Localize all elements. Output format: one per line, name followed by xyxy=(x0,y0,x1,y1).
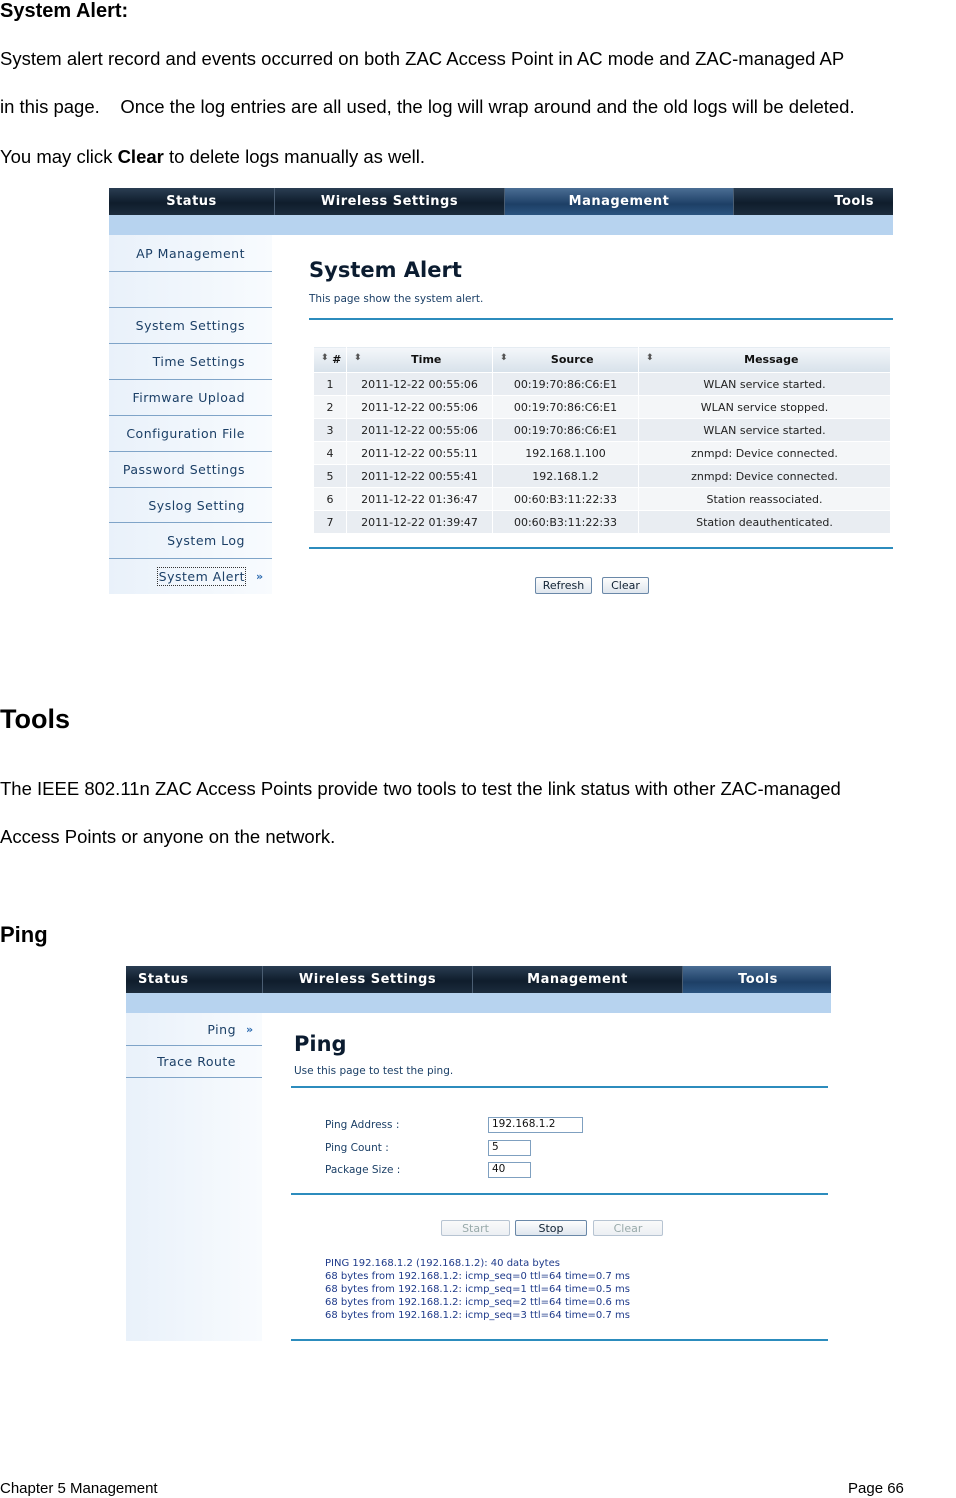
table-row xyxy=(314,396,891,419)
table-row xyxy=(314,419,891,442)
system-alert-screenshot xyxy=(109,188,893,594)
sidebar-item-label: Syslog Setting xyxy=(148,497,245,513)
table-row xyxy=(314,465,891,488)
nav-tab-management[interactable]: Management xyxy=(505,188,734,215)
page-description: This page show the system alert. xyxy=(309,293,484,305)
cell-source: 00:19:70:86:C6:E1 xyxy=(493,396,639,419)
output-line: 68 bytes from 192.168.1.2: icmp_seq=1 ttl=64 time=0.5 ms xyxy=(325,1284,630,1295)
cell-time: 2011-12-22 00:55:06 xyxy=(347,396,493,419)
sidebar-item-system-log[interactable] xyxy=(109,523,272,559)
ping-address-input[interactable]: 192.168.1.2 xyxy=(488,1117,583,1133)
sidebar-item-trace-route[interactable] xyxy=(126,1046,262,1078)
cell-time: 2011-12-22 00:55:06 xyxy=(347,373,493,396)
sidebar-item-password-settings[interactable] xyxy=(109,452,272,488)
ping-count-input[interactable]: 5 xyxy=(488,1140,531,1156)
system-alert-paragraph-line-1: System alert record and events occurred on both ZAC Access Point in AC mode and ZAC-managed AP xyxy=(0,48,845,69)
divider xyxy=(309,547,893,549)
sidebar-item-ping[interactable] xyxy=(126,1013,262,1046)
sidebar-item-configuration-file[interactable] xyxy=(109,416,272,452)
cell-time: 2011-12-22 01:39:47 xyxy=(347,511,493,534)
sidebar-item-label: AP Management xyxy=(136,245,245,261)
cell-source: 00:19:70:86:C6:E1 xyxy=(493,419,639,442)
sort-icon: ⬍ xyxy=(354,353,362,363)
table-row xyxy=(314,511,891,534)
package-size-label: Package Size : xyxy=(325,1164,401,1176)
cell-time: 2011-12-22 00:55:06 xyxy=(347,419,493,442)
cell-message: WLAN service started. xyxy=(639,419,891,442)
sort-icon: ⬍ xyxy=(321,353,329,363)
sub-navigation-bar xyxy=(126,993,831,1013)
sub-navigation-bar xyxy=(109,215,893,235)
column-label: Time xyxy=(411,353,442,366)
top-navigation xyxy=(109,188,893,215)
cell-time: 2011-12-22 00:55:41 xyxy=(347,465,493,488)
sidebar-item-label: Password Settings xyxy=(122,462,245,477)
cell-time: 2011-12-22 00:55:11 xyxy=(347,442,493,465)
col-header-message[interactable] xyxy=(639,347,891,373)
sidebar-item-firmware-upload[interactable] xyxy=(109,380,272,416)
start-button[interactable]: Start xyxy=(441,1220,510,1236)
sidebar xyxy=(126,1013,262,1341)
footer-chapter: Chapter 5 Management xyxy=(0,1480,158,1497)
cell-message: Station reassociated. xyxy=(639,488,891,511)
tools-heading: Tools xyxy=(0,704,70,734)
sidebar-item-time-settings[interactable] xyxy=(109,344,272,380)
footer-page-number: Page 66 xyxy=(848,1480,904,1497)
sidebar-item-system-alert[interactable] xyxy=(109,559,272,594)
nav-tab-status[interactable]: Status xyxy=(126,966,263,993)
cell-message: Station deauthenticated. xyxy=(639,511,891,534)
top-navigation xyxy=(126,966,831,993)
package-size-input[interactable]: 40 xyxy=(488,1162,531,1178)
ping-screenshot xyxy=(126,966,831,1341)
double-chevron-right-icon: » xyxy=(246,1022,254,1036)
ping-heading: Ping xyxy=(0,922,48,947)
sidebar-item-ap-management[interactable] xyxy=(109,235,272,272)
sidebar-item-system-settings[interactable] xyxy=(109,308,272,344)
sidebar-spacer xyxy=(109,272,272,308)
col-header-number[interactable] xyxy=(314,347,347,373)
cell-number: 6 xyxy=(314,488,347,511)
ping-output xyxy=(325,1257,630,1322)
output-line: PING 192.168.1.2 (192.168.1.2): 40 data bytes xyxy=(325,1258,560,1269)
cell-message: znmpd: Device connected. xyxy=(639,465,891,488)
sidebar-item-label: Time Settings xyxy=(152,354,245,369)
table-row xyxy=(314,488,891,511)
cell-number: 4 xyxy=(314,442,347,465)
cell-source: 00:60:B3:11:22:33 xyxy=(493,511,639,534)
ping-count-label: Ping Count : xyxy=(325,1142,389,1154)
cell-source: 192.168.1.100 xyxy=(493,442,639,465)
column-label: Message xyxy=(744,353,799,366)
paragraph-text: You may click xyxy=(0,146,118,167)
nav-tab-wireless-settings[interactable]: Wireless Settings xyxy=(263,966,473,993)
table-row xyxy=(314,373,891,396)
divider xyxy=(291,1193,828,1195)
sidebar-item-label: System Alert xyxy=(158,569,245,584)
clear-button[interactable]: Clear xyxy=(602,577,649,594)
nav-tab-status[interactable]: Status xyxy=(109,188,275,215)
cell-source: 00:19:70:86:C6:E1 xyxy=(493,373,639,396)
tools-paragraph-line-2: Access Points or anyone on the network. xyxy=(0,826,336,847)
system-alert-paragraph-line-3 xyxy=(0,145,425,169)
cell-source: 00:60:B3:11:22:33 xyxy=(493,488,639,511)
page-description: Use this page to test the ping. xyxy=(294,1065,454,1077)
clear-emphasis: Clear xyxy=(117,146,164,167)
sidebar-item-label: Ping xyxy=(207,1021,236,1037)
output-line: 68 bytes from 192.168.1.2: icmp_seq=0 ttl=64 time=0.7 ms xyxy=(325,1271,630,1282)
sidebar-item-label: Firmware Upload xyxy=(132,390,245,405)
cell-number: 1 xyxy=(314,373,347,396)
page-title: System Alert xyxy=(309,258,462,282)
nav-tab-wireless-settings[interactable]: Wireless Settings xyxy=(275,188,505,215)
divider xyxy=(291,1339,828,1341)
sidebar-item-label: Configuration File xyxy=(126,426,245,441)
col-header-source[interactable] xyxy=(493,347,639,373)
refresh-button[interactable]: Refresh xyxy=(535,577,592,594)
cell-number: 2 xyxy=(314,396,347,419)
double-chevron-right-icon: » xyxy=(256,570,264,583)
sort-icon: ⬍ xyxy=(500,353,508,363)
col-header-time[interactable] xyxy=(347,347,493,373)
alert-table xyxy=(313,346,891,534)
cell-number: 5 xyxy=(314,465,347,488)
nav-tab-tools[interactable]: Tools xyxy=(683,966,831,993)
nav-tab-management[interactable]: Management xyxy=(473,966,683,993)
column-label: Source xyxy=(550,353,594,366)
ping-address-label: Ping Address : xyxy=(325,1119,400,1131)
table-row xyxy=(314,442,891,465)
stop-button[interactable]: Stop xyxy=(515,1220,587,1236)
sort-icon: ⬍ xyxy=(646,353,654,363)
sidebar-item-label: System Log xyxy=(167,533,245,548)
output-line: 68 bytes from 192.168.1.2: icmp_seq=3 ttl=64 time=0.7 ms xyxy=(325,1310,630,1321)
sidebar xyxy=(109,235,272,594)
cell-message: WLAN service started. xyxy=(639,373,891,396)
sidebar-item-label: System Settings xyxy=(135,318,245,333)
cell-number: 3 xyxy=(314,419,347,442)
cell-message: WLAN service stopped. xyxy=(639,396,891,419)
divider xyxy=(309,318,893,320)
output-line: 68 bytes from 192.168.1.2: icmp_seq=2 ttl=64 time=0.6 ms xyxy=(325,1297,630,1308)
sidebar-item-label: Trace Route xyxy=(157,1054,236,1069)
page-title: Ping xyxy=(294,1032,347,1056)
paragraph-text: to delete logs manually as well. xyxy=(163,146,426,167)
cell-number: 7 xyxy=(314,511,347,534)
cell-source: 192.168.1.2 xyxy=(493,465,639,488)
clear-button[interactable]: Clear xyxy=(593,1220,663,1236)
cell-time: 2011-12-22 01:36:47 xyxy=(347,488,493,511)
system-alert-heading: System Alert: xyxy=(0,0,129,22)
column-label: # xyxy=(332,353,342,366)
sidebar-item-syslog-setting[interactable] xyxy=(109,488,272,523)
cell-message: znmpd: Device connected. xyxy=(639,442,891,465)
divider xyxy=(291,1086,828,1088)
nav-tab-tools[interactable]: Tools xyxy=(834,194,874,209)
tools-paragraph-line-1: The IEEE 802.11n ZAC Access Points provide two tools to test the link status with other ZAC-managed xyxy=(0,778,841,799)
system-alert-paragraph-line-2: in this page. Once the log entries are all used, the log will wrap around and the old logs will be deleted. xyxy=(0,96,855,117)
